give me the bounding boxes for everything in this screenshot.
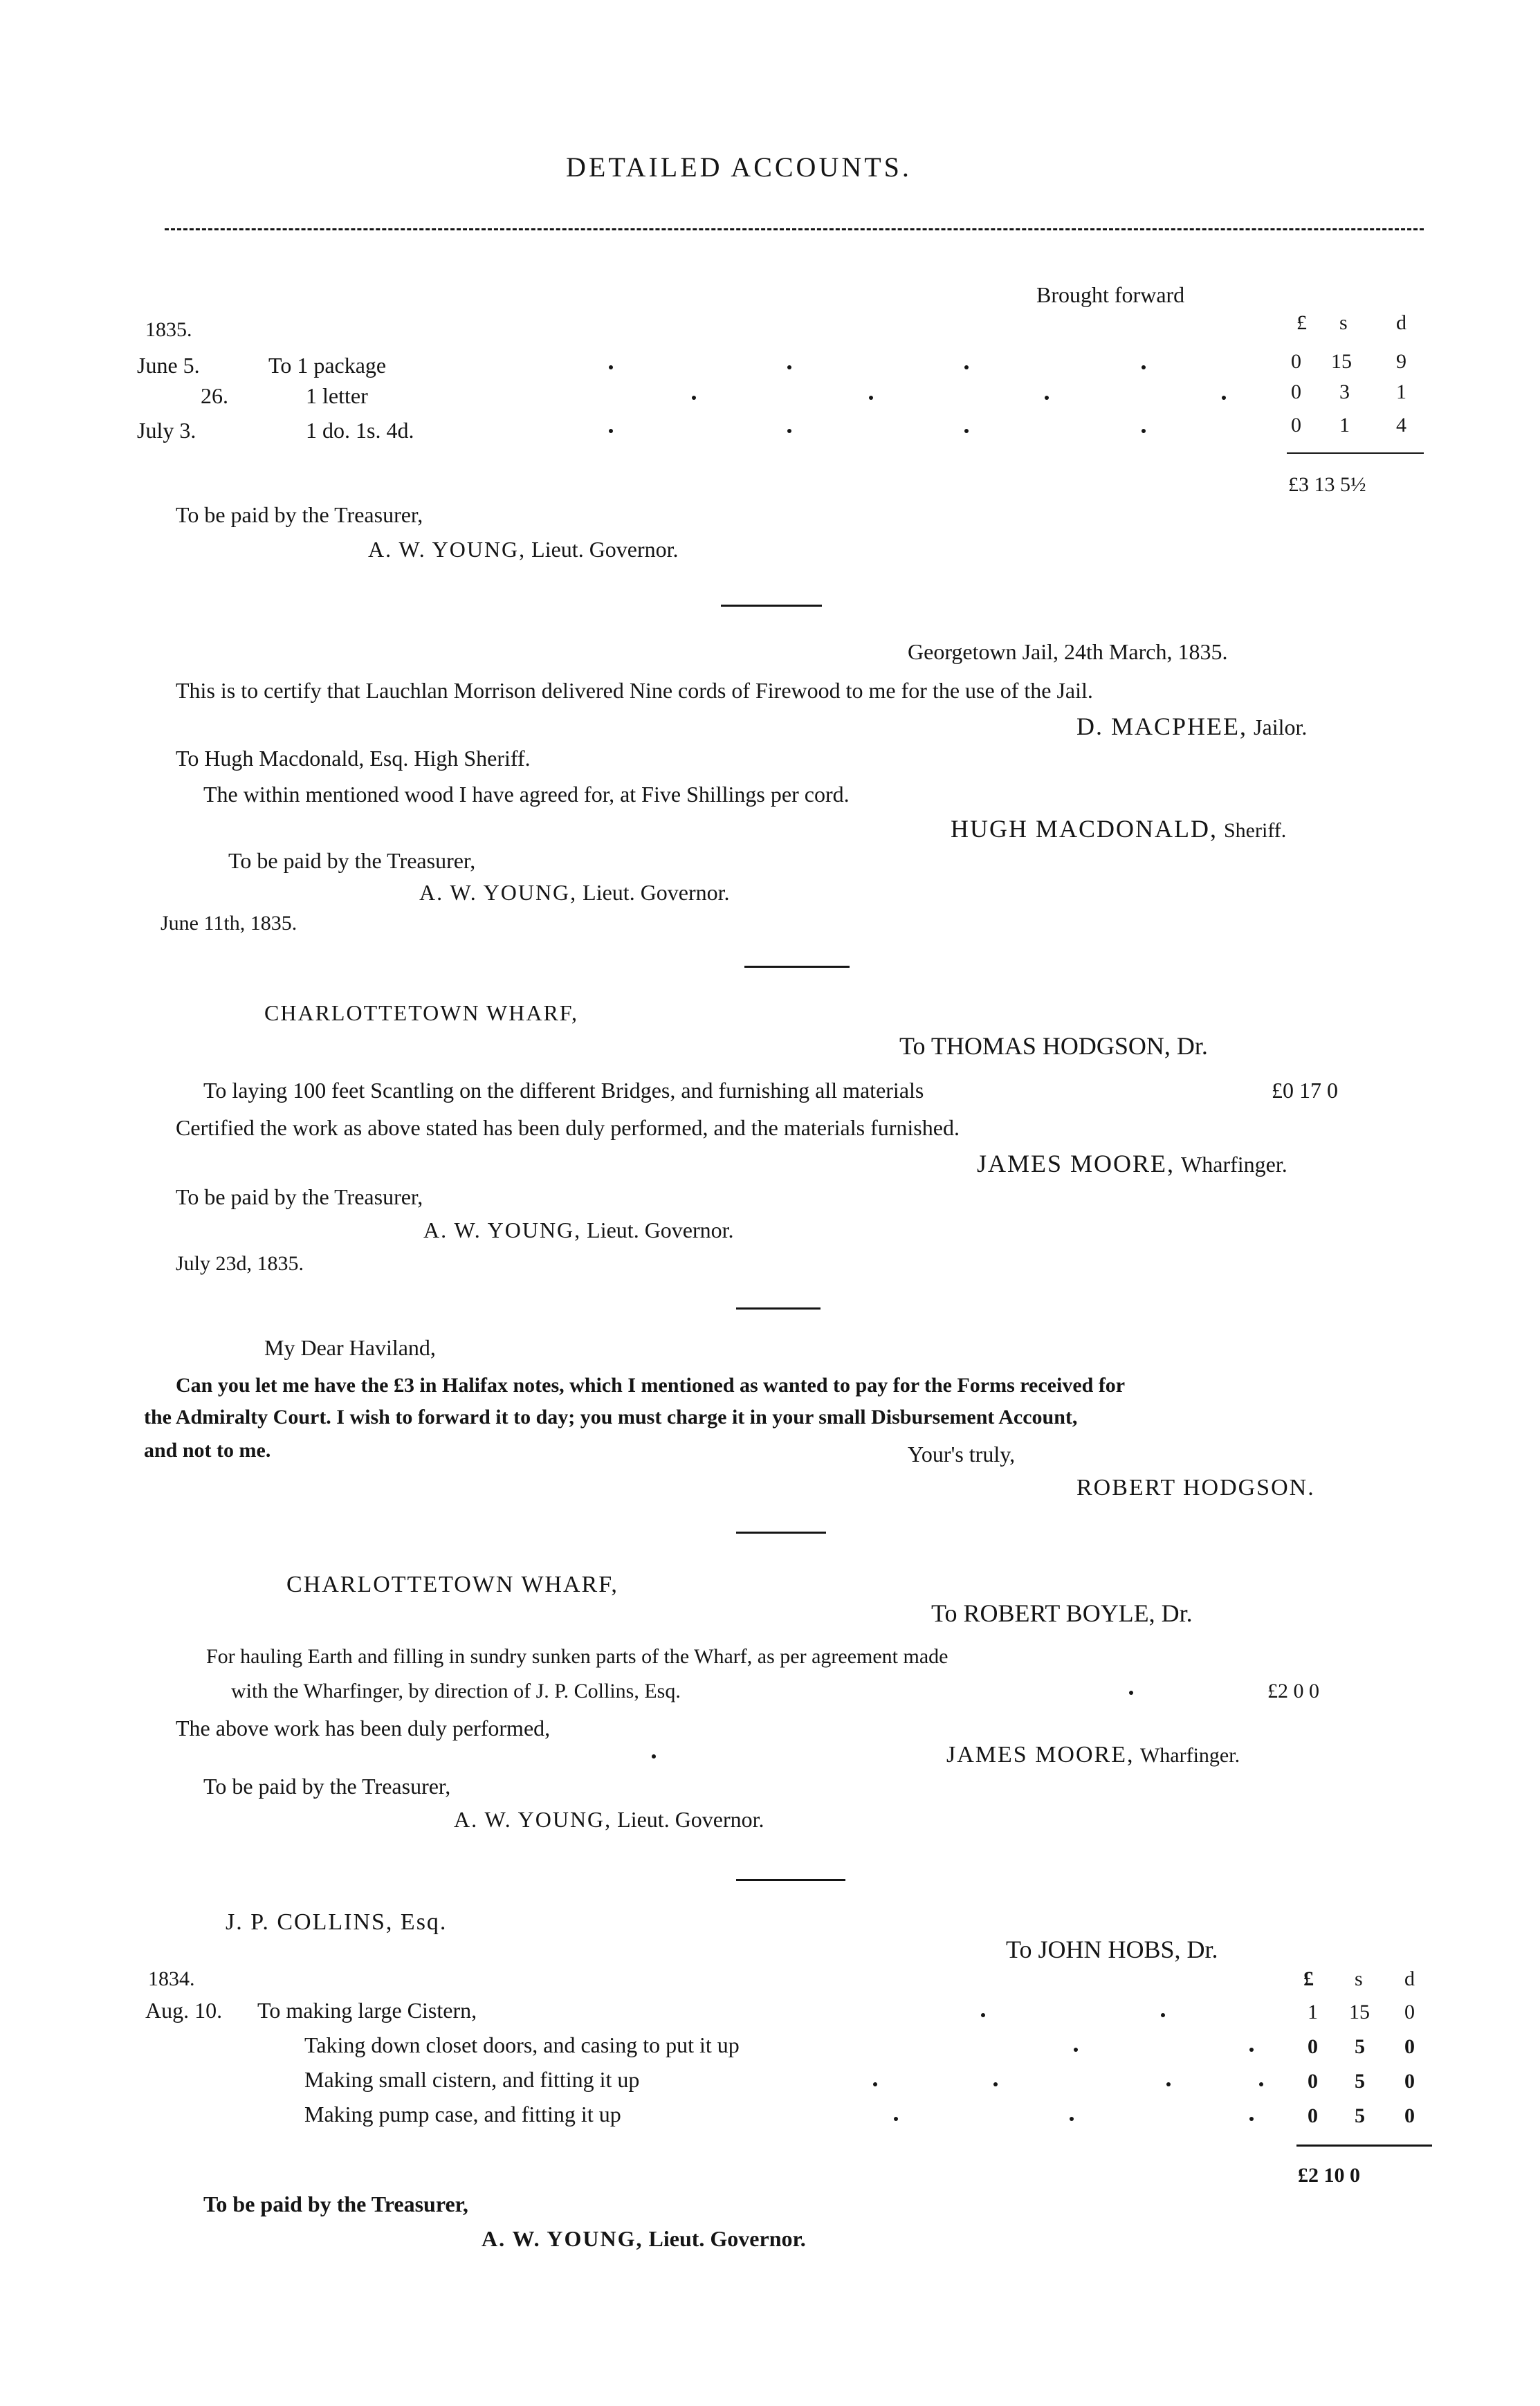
creditor-line: To ROBERT BOYLE, Dr. [931, 1599, 1193, 1627]
leader-dot [692, 396, 696, 400]
governor-signature: A. W. YOUNG, Lieut. Governor. [423, 1218, 734, 1242]
total-rule [1296, 2145, 1432, 2147]
governor-signature: A. W. YOUNG, Lieut. Governor. [454, 1807, 764, 1832]
item-description: with the Wharfinger, by direction of J. P. Collins, Esq. [231, 1680, 681, 1702]
section-divider [736, 1307, 821, 1310]
entry-pence: 0 [1404, 2035, 1415, 2058]
col-shillings-header: s [1339, 311, 1348, 334]
entry-pounds: 0 [1291, 380, 1301, 403]
leader-dot [1074, 2048, 1078, 2052]
entry-description: Taking down closet doors, and casing to put it up [304, 2032, 740, 2057]
leader-dot [787, 365, 791, 369]
entry-date: 26. [201, 383, 228, 408]
account-heading: CHARLOTTETOWN WHARF, [264, 1000, 579, 1025]
entry-pence: 0 [1404, 2104, 1415, 2127]
entry-shillings: 5 [1355, 2035, 1365, 2058]
section-divider [721, 605, 822, 607]
leader-dot [1045, 396, 1049, 400]
jailor-signature: D. MACPHEE, Jailor. [1076, 713, 1308, 740]
leader-dot [787, 429, 791, 433]
entry-description: 1 letter [306, 383, 368, 408]
wharfinger-signature: JAMES MOORE, Wharfinger. [946, 1742, 1240, 1767]
creditor-line: To THOMAS HODGSON, Dr. [899, 1032, 1208, 1060]
letter-body-line: and not to me. [144, 1439, 271, 1462]
entry-pounds: 0 [1291, 350, 1301, 373]
entry-date: June 5. [137, 353, 200, 378]
section-divider [744, 966, 850, 968]
total-rule [1287, 452, 1424, 454]
entry-shillings: 5 [1355, 2104, 1365, 2127]
entry-pence: 1 [1396, 380, 1406, 403]
pay-instruction: To be paid by the Treasurer, [176, 1184, 423, 1209]
leader-dot [869, 396, 873, 400]
leader-dot [1142, 365, 1146, 369]
addressee-line: To Hugh Macdonald, Esq. High Sheriff. [176, 746, 531, 771]
entry-date: July 3. [137, 418, 196, 443]
pay-instruction: To be paid by the Treasurer, [203, 2192, 468, 2216]
entry-pounds: 1 [1308, 2001, 1318, 2023]
entry-pence: 0 [1404, 2001, 1415, 2023]
leader-dot [609, 429, 613, 433]
leader-dot [609, 365, 613, 369]
section-divider [736, 1532, 826, 1534]
col-pounds-header: £ [1303, 1967, 1314, 1990]
col-pence-header: d [1396, 311, 1406, 334]
leader-dot [1249, 2048, 1254, 2052]
col-shillings-header: s [1355, 1967, 1363, 1990]
account-heading: CHARLOTTETOWN WHARF, [286, 1572, 618, 1597]
leader-dot [894, 2117, 898, 2121]
leader-dot [981, 2013, 985, 2017]
entry-shillings: 1 [1339, 414, 1350, 437]
sheriff-signature: HUGH MACDONALD, Sheriff. [951, 815, 1287, 843]
col-pence-header: d [1404, 1967, 1415, 1990]
leader-dot [1161, 2013, 1165, 2017]
governor-signature: A. W. YOUNG, Lieut. Governor. [368, 537, 679, 562]
letter-closing: Your's truly, [908, 1442, 1016, 1467]
entry-description: 1 do. 1s. 4d. [306, 418, 414, 443]
leader-dot [652, 1754, 656, 1758]
entry-shillings: 3 [1339, 380, 1350, 403]
col-pounds-header: £ [1296, 311, 1307, 334]
entry-pence: 4 [1396, 414, 1406, 437]
leader-dot [1166, 2082, 1171, 2086]
leader-dot [873, 2082, 877, 2086]
entry-pence: 9 [1396, 350, 1406, 373]
entry-pounds: 0 [1308, 2035, 1318, 2058]
pay-instruction: To be paid by the Treasurer, [228, 848, 476, 873]
wharfinger-signature: JAMES MOORE, Wharfinger. [977, 1150, 1287, 1177]
pay-instruction: To be paid by the Treasurer, [176, 502, 423, 527]
entry-pounds: 0 [1308, 2104, 1318, 2127]
certification-text: This is to certify that Lauchlan Morrison delivered Nine cords of Firewood to me for the use of the Jail. [176, 678, 1093, 703]
entry-shillings: 15 [1349, 2001, 1370, 2023]
header-divider [165, 228, 1424, 230]
certification-text: Certified the work as above stated has been duly performed, and the materials furnished. [176, 1115, 960, 1140]
leader-dot [1129, 1691, 1133, 1695]
entry-date: Aug. 10. [145, 1998, 223, 2023]
letter-signature: ROBERT HODGSON. [1076, 1475, 1315, 1500]
section-divider [736, 1879, 845, 1881]
page-title: DETAILED ACCOUNTS. [566, 151, 912, 183]
entry-description: To making large Cistern, [257, 1998, 477, 2023]
item-description: To laying 100 feet Scantling on the different Bridges, and furnishing all materials [203, 1078, 924, 1103]
letter-body-line: the Admiralty Court. I wish to forward it to day; you must charge it in your small Disbursement Account, [144, 1406, 1078, 1429]
entry-shillings: 15 [1331, 350, 1352, 373]
letter-salutation: My Dear Haviland, [264, 1335, 436, 1360]
year-label: 1834. [148, 1967, 195, 1990]
account-heading: J. P. COLLINS, Esq. [226, 1909, 448, 1935]
entry-description: Making small cistern, and fitting it up [304, 2067, 640, 2092]
year-label: 1835. [145, 318, 192, 341]
item-description: For hauling Earth and filling in sundry sunken parts of the Wharf, as per agreement made [206, 1645, 948, 1668]
letter-body-line: Can you let me have the £3 in Halifax notes, which I mentioned as wanted to pay for the Forms received for [176, 1374, 1126, 1397]
governor-signature: A. W. YOUNG, Lieut. Governor. [419, 880, 730, 905]
agreement-text: The within mentioned wood I have agreed for, at Five Shillings per cord. [203, 782, 850, 807]
entry-shillings: 5 [1355, 2070, 1365, 2093]
entry-description: To 1 package [268, 353, 387, 378]
leader-dot [993, 2082, 998, 2086]
performance-note: The above work has been duly performed, [176, 1716, 551, 1741]
governor-signature: A. W. YOUNG, Lieut. Governor. [482, 2226, 806, 2251]
total-amount: £2 10 0 [1298, 2164, 1360, 2187]
item-amount: £0 17 0 [1272, 1078, 1338, 1103]
leader-dot [1259, 2082, 1263, 2086]
leader-dot [964, 429, 969, 433]
leader-dot [964, 365, 969, 369]
place-date: Georgetown Jail, 24th March, 1835. [908, 639, 1228, 664]
leader-dot [1222, 396, 1226, 400]
entry-description: Making pump case, and fitting it up [304, 2102, 621, 2127]
creditor-line: To JOHN HOBS, Dr. [1006, 1936, 1218, 1963]
item-amount: £2 0 0 [1267, 1680, 1319, 1702]
approval-date: June 11th, 1835. [161, 912, 297, 935]
leader-dot [1249, 2117, 1254, 2121]
approval-date: July 23d, 1835. [176, 1252, 304, 1275]
leader-dot [1142, 429, 1146, 433]
total-amount: £3 13 5½ [1288, 473, 1366, 496]
brought-forward-label: Brought forward [1036, 282, 1185, 307]
entry-pounds: 0 [1291, 414, 1301, 437]
entry-pence: 0 [1404, 2070, 1415, 2093]
pay-instruction: To be paid by the Treasurer, [203, 1774, 451, 1799]
entry-pounds: 0 [1308, 2070, 1318, 2093]
leader-dot [1070, 2117, 1074, 2121]
